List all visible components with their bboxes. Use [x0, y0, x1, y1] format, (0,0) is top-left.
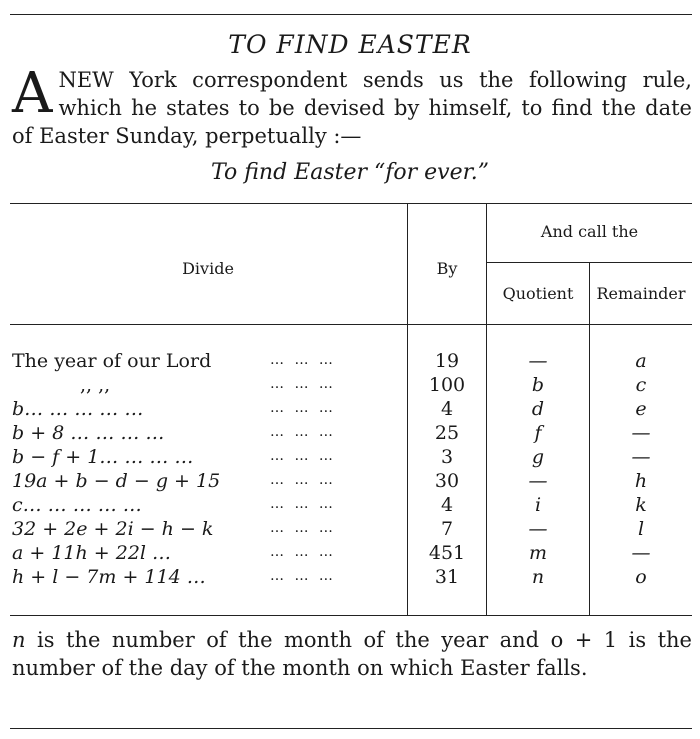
table-row [0, 470, 700, 493]
footnote-text-1: is the number of the month of the year and [25, 628, 551, 652]
header-quotient: Quotient [502, 284, 574, 303]
row-quotient: — [528, 518, 548, 540]
row-divisor: 19 [434, 350, 460, 372]
row-leader-dots: … … … [270, 424, 336, 440]
intro-paragraph [12, 61, 692, 150]
table-row [0, 542, 700, 565]
row-quotient: — [528, 470, 548, 492]
drop-cap: A [12, 61, 53, 126]
row-divisor: 451 [428, 542, 466, 564]
row-quotient: b [531, 374, 545, 396]
row-dividend: The year of our Lord [12, 350, 212, 372]
article-title: TO FIND EASTER [228, 30, 472, 59]
top-rule [10, 14, 692, 15]
header-remainder: Remainder [596, 284, 686, 303]
row-divisor: 4 [440, 398, 454, 420]
row-dividend: h + l − 7m + 114 … [12, 566, 206, 588]
row-remainder: — [631, 542, 651, 564]
table-bottom-rule [10, 615, 692, 616]
row-remainder: a [635, 350, 647, 372]
table-subtitle: To find Easter “for ever.” [211, 160, 489, 185]
row-remainder: c [635, 374, 647, 396]
row-quotient: i [534, 494, 542, 516]
row-quotient: n [531, 566, 545, 588]
footnote-expression: o + 1 [550, 628, 618, 652]
row-quotient: g [531, 446, 545, 468]
footnote-paragraph [12, 626, 692, 682]
row-divisor: 30 [434, 470, 460, 492]
bottom-rule [10, 728, 692, 729]
row-leader-dots: … … … [270, 376, 336, 392]
row-divisor: 100 [428, 374, 466, 396]
table-row [0, 350, 700, 373]
row-leader-dots: … … … [270, 568, 336, 584]
row-remainder: — [631, 422, 651, 444]
table-row [0, 398, 700, 421]
row-quotient: — [528, 350, 548, 372]
row-divisor: 31 [434, 566, 460, 588]
table-row [0, 374, 700, 397]
row-quotient: m [528, 542, 548, 564]
row-dividend: ,, ,, [80, 374, 111, 396]
row-dividend: b + 8 … … … … [12, 422, 165, 444]
row-dividend: c… … … … … [12, 494, 142, 516]
table-top-rule [10, 203, 692, 204]
header-by: By [436, 259, 458, 278]
row-remainder: e [635, 398, 647, 420]
row-quotient: d [531, 398, 545, 420]
table-row [0, 494, 700, 517]
table-row [0, 566, 700, 589]
row-divisor: 4 [440, 494, 454, 516]
row-leader-dots: … … … [270, 352, 336, 368]
row-leader-dots: … … … [270, 544, 336, 560]
row-divisor: 3 [440, 446, 454, 468]
row-dividend: b − f + 1… … … … [12, 446, 194, 468]
row-divisor: 25 [434, 422, 460, 444]
row-leader-dots: … … … [270, 448, 336, 464]
intro-text: NEW York correspondent sends us the following rule, which he states to be devised by himself, to find the date of Easter Sunday, perpetually :— [12, 68, 692, 148]
row-divisor: 7 [440, 518, 454, 540]
header-and-call: And call the [540, 222, 639, 241]
table-row [0, 518, 700, 541]
row-remainder: k [635, 494, 647, 516]
header-divide: Divide [182, 259, 234, 278]
row-remainder: — [631, 446, 651, 468]
row-quotient: f [534, 422, 542, 444]
row-dividend: b… … … … … [12, 398, 144, 420]
row-dividend: a + 11h + 22l … [12, 542, 172, 564]
row-leader-dots: … … … [270, 472, 336, 488]
row-remainder: o [635, 566, 647, 588]
row-dividend: 32 + 2e + 2i − h − k [12, 518, 214, 540]
row-remainder: l [637, 518, 645, 540]
table-row [0, 422, 700, 445]
row-leader-dots: … … … [270, 400, 336, 416]
row-dividend: 19a + b − d − g + 15 [12, 470, 221, 492]
row-leader-dots: … … … [270, 496, 336, 512]
row-remainder: h [634, 470, 648, 492]
row-leader-dots: … … … [270, 520, 336, 536]
footnote-text-2: is the number of the day of the month on which Easter falls. [12, 628, 692, 680]
footnote-var-n: n [12, 628, 26, 652]
table-row [0, 446, 700, 469]
